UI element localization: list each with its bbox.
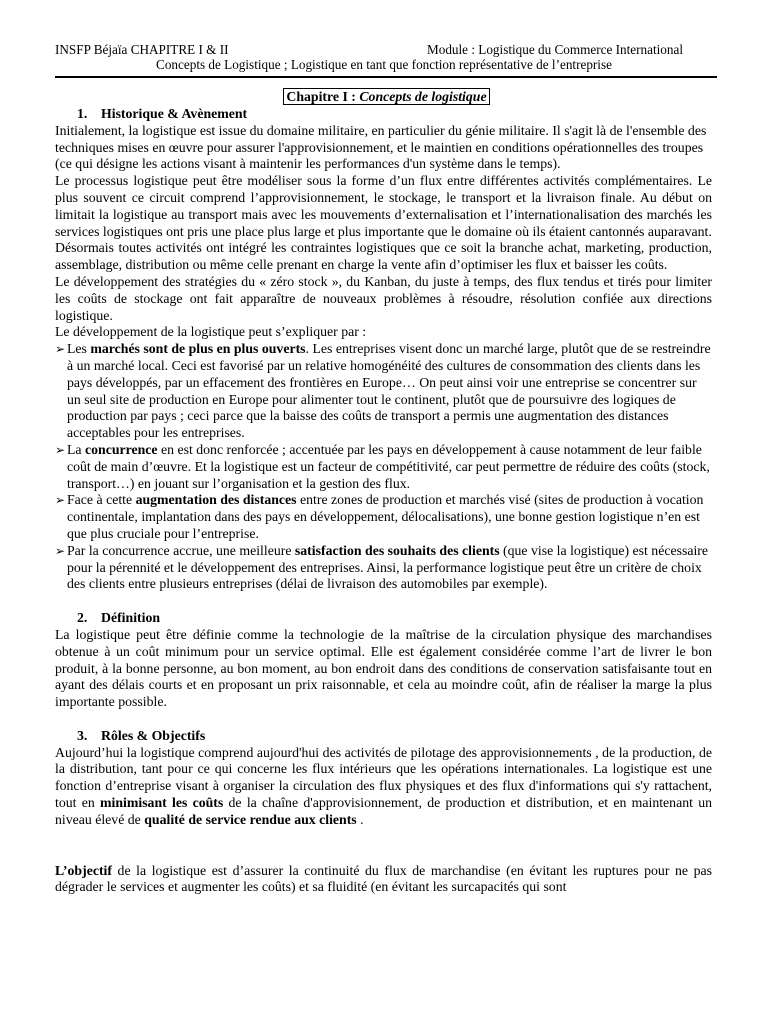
arrow-bullet-icon: ➢ xyxy=(55,493,66,508)
paragraph-bold: minimisant les coûts xyxy=(100,795,224,811)
section-3-title: Rôles & Objectifs xyxy=(101,727,206,743)
list-item xyxy=(55,492,712,542)
list-item xyxy=(55,442,712,492)
section-1-title: Historique & Avènement xyxy=(101,106,248,121)
section-3-paragraph-2 xyxy=(55,863,712,897)
list-item-bold: satisfaction des souhaits des clients xyxy=(294,542,500,558)
chapter-box xyxy=(283,88,489,105)
section-2-paragraph-1: La logistique peut être définie comme la technologie de la maîtrise de la circulation physique des marchandises obtenue à un coût minimum pour un service optimal. Elle est également considérée comme l’art de livrer le bon produit, à la bonne personne, au bon moment, au bon endroit dans des conditions de conservation satisfaisante tout en ayant des délais courts et en proposant un prix raisonnable, et cela au moindre coût, afin de réaliser la marge la plus importante possible. xyxy=(55,626,712,710)
paragraph-bold: L’objectif xyxy=(55,862,112,878)
section-2-heading xyxy=(55,610,712,627)
header-institution: INSFP Béjaïa CHAPITRE I & II xyxy=(55,42,229,57)
section-2-title: Définition xyxy=(101,610,161,626)
arrow-bullet-icon: ➢ xyxy=(55,543,66,558)
chapter-heading xyxy=(61,88,712,106)
list-item-bold: marchés sont de plus en plus ouverts xyxy=(90,341,306,357)
spacer xyxy=(55,593,712,610)
document-body xyxy=(55,88,712,896)
list-item-text: . Les entreprises visent donc un marché large, plutôt que de se restreindre à un marché local. Ceci est favorisé par un relative homogénéité des cultures de consommation des clients dans les pays développés, par un effacement des frontières en Europe… On peut ainsi voir une entreprise se concentrer sur un seul site de production en Europe pour alimenter tout le continent, plutôt que de poursuivre des logiques de production par pays ; ceci parce que la baisse des coûts de transport a permis une augmentation des distances acceptables pour les entreprises. xyxy=(67,341,711,441)
section-2-number: 2. xyxy=(77,610,88,626)
list-item-text: Par la concurrence accrue, une meilleure xyxy=(67,542,295,558)
spacer xyxy=(55,829,712,863)
section-3-heading xyxy=(55,728,712,745)
list-item xyxy=(55,543,712,593)
list-item-text: en est donc renforcée ; accentuée par les pays en développement à cause notamment de leur faible coût de main d’œuvre. Et la logistique est un facteur de compétitivité, car peut permettre de réduire des coûts (stock, transport…) en jouant sur l’organisation et la gestion des flux. xyxy=(67,441,710,491)
list-item-text: Les xyxy=(67,341,91,357)
list-item-text: La xyxy=(67,441,86,457)
section-1-paragraph-5: Le développement de la logistique peut s’expliquer par : xyxy=(55,324,367,340)
section-3-paragraph-1 xyxy=(55,745,712,829)
paragraph-text: de la logistique est d’assurer la continuité du flux de marchandise (en évitant les ruptures pour ne pas dégrader le services et augmenter les coûts) et sa fluidité (en évitant les surcapacités qui sont xyxy=(55,862,712,895)
section-1-paragraph-3: Désormais toutes activités ont intégré les contraintes logistiques que ce soit la branche achat, marketing, production, assemblage, distribution ou même celle prenant en charge la vente afin d’optimiser les flux et baisser les coûts. xyxy=(55,240,712,273)
list-item-text: entre zones de production et marchés visé (sites de production à vocation continentale, implantation dans des pays en développement, délocalisations), une bonne gestion logistique n’en est que plus cruciale pour l’entreprise. xyxy=(67,492,704,541)
section-1-number: 1. xyxy=(77,106,88,121)
arrow-bullet-icon: ➢ xyxy=(55,442,66,457)
header-module: Module : Logistique du Commerce International xyxy=(427,42,683,57)
section-1-heading xyxy=(55,106,712,123)
header-rule xyxy=(55,76,717,78)
arrow-bullet-icon: ➢ xyxy=(55,342,66,357)
development-factors-list xyxy=(55,341,712,593)
chapter-title: Concepts de logistique xyxy=(359,89,487,104)
section-1-paragraph-4: Le développement des stratégies du « zéro stock », du Kanban, du juste à temps, des flux tendus et tirés pour limiter les coûts de stockage ont fait apparaître de nouveaux problèmes à résoudre, résolution confiée aux directions logistique. xyxy=(55,273,712,323)
list-item-text: (que vise la logistique) est nécessaire pour la pérennité et le développement des entreprises. Ainsi, la performance logistique peut être un critère de choix des clients entre plusieurs entreprises (délai de livraison des automobiles par exemple). xyxy=(67,542,708,592)
paragraph-text: de la chaîne d'approvisionnement, de production et distribution, et en maintenant un niveau élevé de xyxy=(55,795,713,827)
section-1-paragraph-2: Le processus logistique peut être modéliser sous la forme d’un flux entre différentes activités complémentaires. Le plus souvent ce circuit comprend l’approvisionnement, le stockage, le transport et la livraison finale. Au début on limitait la logistique au transport mais avec les mouvements d’externalisation et l’internationalisation des marchés les services logistiques ont pris une place plus large et plus importante que le domaine où ils étaient cantonnés auparavant. xyxy=(55,173,712,239)
list-item-text: Face à cette xyxy=(67,492,136,508)
paragraph-bold: qualité de service rendue aux clients xyxy=(144,811,357,827)
section-1-paragraph-1: Initialement, la logistique est issue du domaine militaire, en particulier du génie militaire. Il s'agit là de l'ensemble des techniques mises en œuvre pour assurer l'approvisionnement, et le maintien en conditions opérationnelles des troupes (ce qui désigne les actions visant à maintenir les performances d'un système dans le temps). xyxy=(55,122,707,172)
paragraph-text: Aujourd’hui la logistique comprend aujourd'hui des activités de pilotage des approvisionnements , de la production, de la distribution, tant pour ce qui concerne les flux intérieurs que les opérations internationales. La logistique est une fonction d’entreprise visant à organiser la circulation des flux physiques et des flux d'informations qui s'y rattachent, tout en xyxy=(55,744,712,811)
spacer xyxy=(55,711,712,728)
header-subtitle: Concepts de Logistique ; Logistique en tant que fonction représentative de l’entreprise xyxy=(156,57,612,72)
list-item xyxy=(55,341,712,442)
list-item-bold: concurrence xyxy=(85,441,158,457)
section-3-number: 3. xyxy=(77,727,88,743)
chapter-prefix: Chapitre I : xyxy=(286,89,360,104)
list-item-bold: augmentation des distances xyxy=(135,492,297,508)
paragraph-text: . xyxy=(356,811,364,827)
